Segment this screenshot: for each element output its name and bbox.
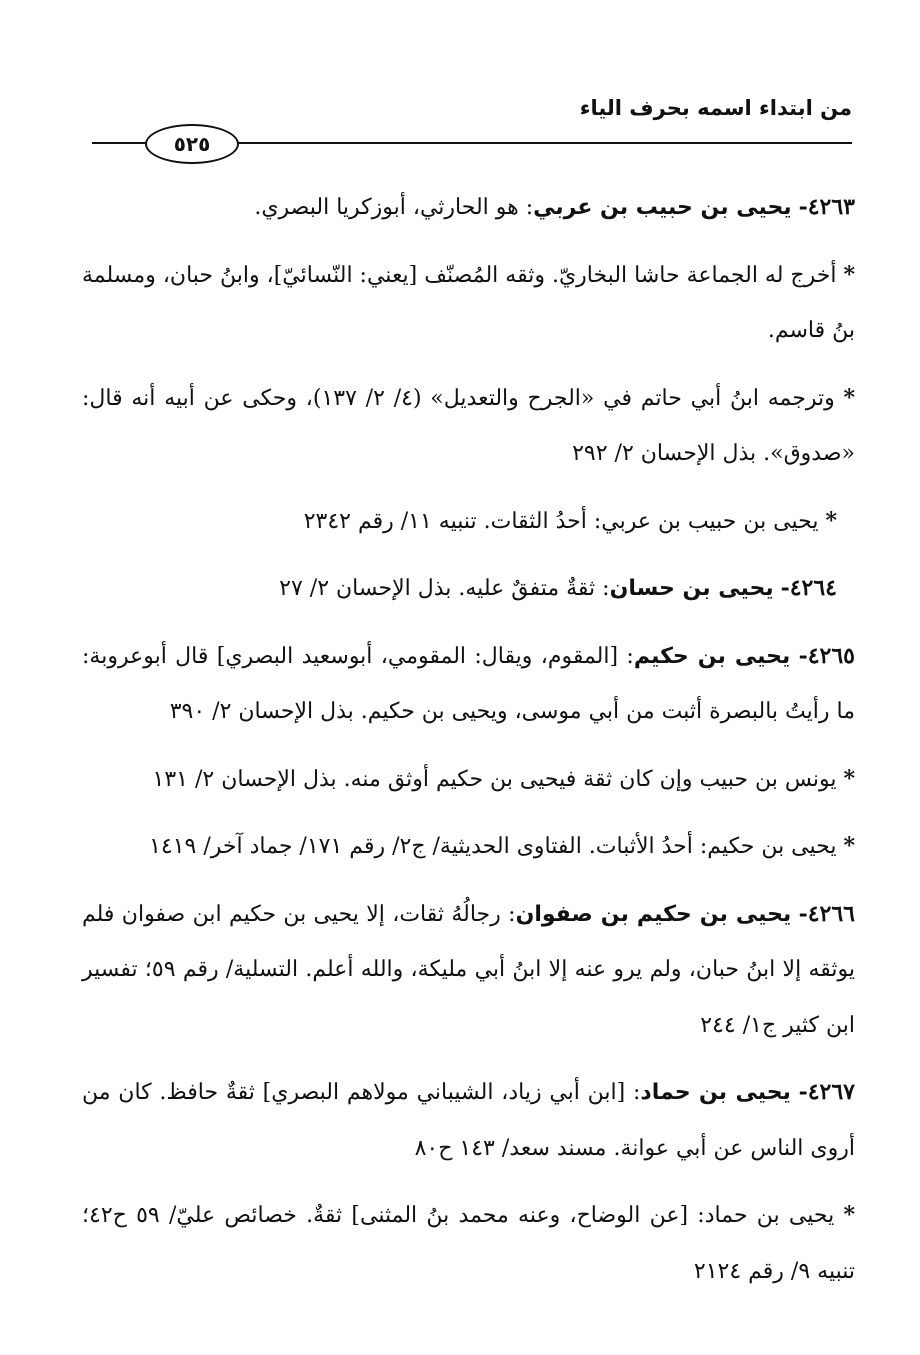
entry-number: ٤٢٦٧- xyxy=(798,1079,855,1105)
entry-text: : رجالُهُ ثقات، إلا يحيى بن حكيم ابن صفوان فلم يوثقه إلا ابنُ حبان، ولم يرو عنه إلا ابنُ أبي مليكة، والله أعلم. التسلية/ رقم ٥٩؛ تفسير ابن كثير ج١/ ٢٤٤ xyxy=(82,901,855,1038)
entry-text: : [المقوم، ويقال: المقومي، أبوسعيد البصري] قال أبوعروبة: ما رأيتُ بالبصرة أثبت من أبي موسى، ويحيى بن حكيم. بذل الإحسان ٢/ ٣٩٠ xyxy=(82,643,855,724)
note-text: يونس بن حبيب وإن كان ثقة فيحيى بن حكيم أوثق منه. بذل الإحسان ٢/ ١٣١ xyxy=(152,766,837,792)
entry-4267 xyxy=(82,1065,855,1176)
entry-text: : [ابن أبي زياد، الشيباني مولاهم البصري] ثقةٌ حافظ. كان من أروى الناس عن أبي عوانة. مسند سعد/ ١٤٣ ح٨٠ xyxy=(82,1080,855,1161)
note-text: يحيى بن حكيم: أحدُ الأثبات. الفتاوى الحديثية/ ج٢/ رقم ١٧١/ جماد آخر/ ١٤١٩ xyxy=(149,834,837,859)
page-body xyxy=(82,180,855,1311)
narrator-name: يحيى بن حكيم بن صفوان xyxy=(515,901,792,927)
note-paragraph xyxy=(82,819,855,875)
note-paragraph xyxy=(82,248,855,359)
running-header-title: من ابتداء اسمه بحرف الياء xyxy=(579,96,852,120)
entry-number: ٤٢٦٥- xyxy=(798,642,855,669)
note-star: * xyxy=(843,261,855,288)
entry-text: : ثقةٌ متفقٌ عليه. بذل الإحسان ٢/ ٢٧ xyxy=(279,576,610,601)
note-star: * xyxy=(843,833,855,859)
narrator-name: يحيى بن حبيب بن عربي xyxy=(533,195,792,220)
page-number: ٥٢٥ xyxy=(145,124,239,164)
entry-text: : هو الحارثي، أبوزكريا البصري. xyxy=(254,195,534,220)
narrator-name: يحيى بن حماد xyxy=(640,1080,791,1105)
note-paragraph xyxy=(82,371,855,482)
entry-number: ٤٢٦٤- xyxy=(780,575,837,601)
narrator-name: يحيى بن حكيم xyxy=(633,643,791,669)
note-text: يحيى بن حبيب بن عربي: أحدُ الثقات. تنبيه ١١/ رقم ٢٣٤٢ xyxy=(303,508,819,534)
entry-4264 xyxy=(82,561,855,617)
narrator-name: يحيى بن حسان xyxy=(609,576,774,601)
note-star: * xyxy=(825,507,837,534)
note-text: يحيى بن حماد: [عن الوضاح، وعنه محمد بنُ المثنى] ثقةٌ. خصائص عليّ/ ٥٩ ح٤٢؛ تنبيه ٩/ رقم ٢١٢٤ xyxy=(82,1203,855,1284)
note-text: أخرج له الجماعة حاشا البخاريّ. وثقه المُصنّف [يعني: النّسائيّ]، وابنُ حبان، ومسلمة بنُ قاسم. xyxy=(82,262,855,343)
note-star: * xyxy=(843,1202,856,1228)
note-paragraph xyxy=(82,494,855,550)
note-star: * xyxy=(843,384,855,411)
note-paragraph xyxy=(82,1188,855,1299)
entry-number: ٤٢٦٣- xyxy=(798,194,855,220)
note-star: * xyxy=(843,765,855,792)
entry-4263 xyxy=(82,180,855,236)
entry-number: ٤٢٦٦- xyxy=(798,900,855,927)
note-text: وترجمه ابنُ أبي حاتم في «الجرح والتعديل» (٤/ ٢/ ١٣٧)، وحكى عن أبيه أنه قال: «صدوق». بذل الإحسان ٢/ ٢٩٢ xyxy=(82,385,855,466)
entry-4265 xyxy=(82,629,855,740)
entry-4266 xyxy=(82,887,855,1054)
note-paragraph xyxy=(82,752,855,808)
